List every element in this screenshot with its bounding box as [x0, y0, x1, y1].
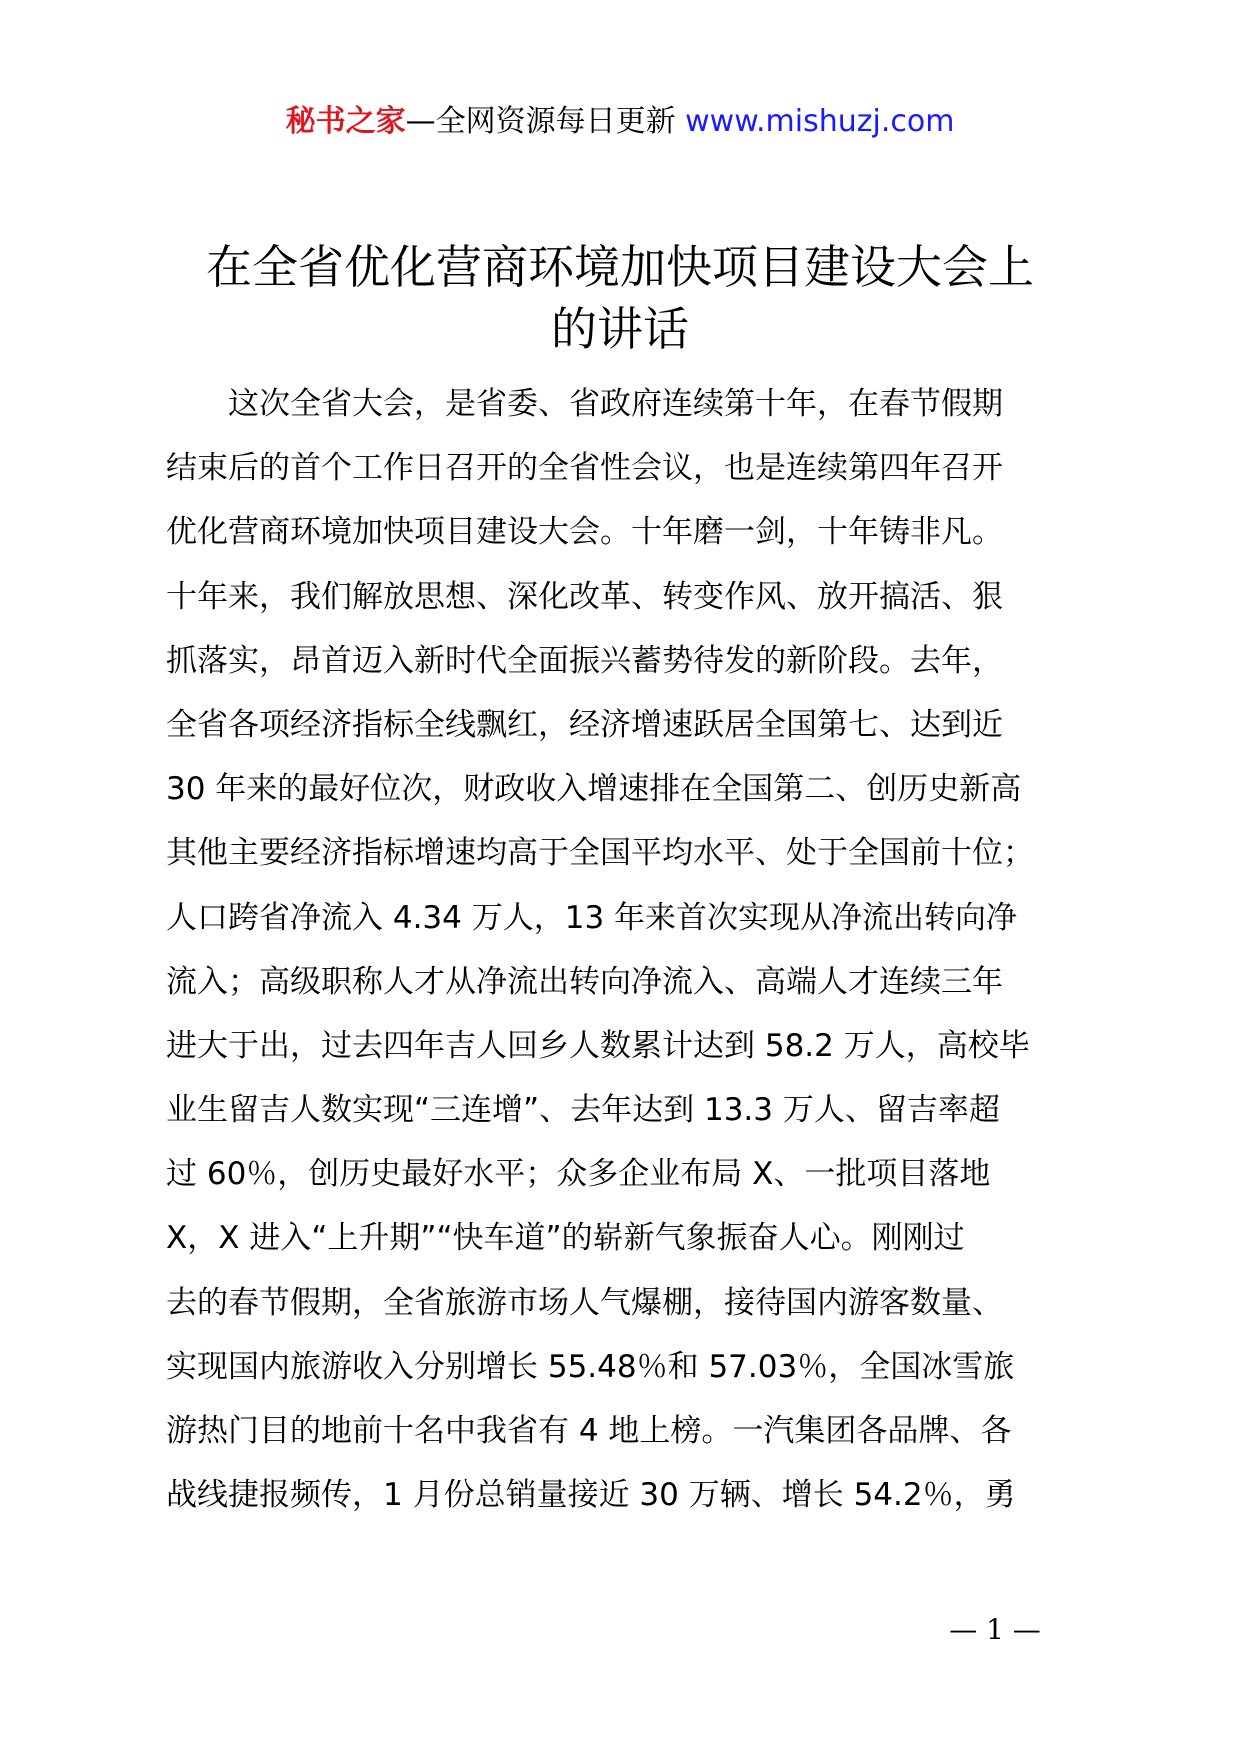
- body-line: X，X 进入“上升期”“快车道”的崭新气象振奋人心。刚刚过: [166, 1220, 965, 1257]
- site-brand: 秘书之家: [285, 104, 406, 139]
- site-slogan: —全网资源每日更新: [405, 104, 676, 139]
- document-body: [166, 372, 1126, 1527]
- body-line: 战线捷报频传，1 月份总销量接近 30 万辆、增长 54.2％，勇: [166, 1477, 1016, 1514]
- body-line: 30 年来的最好位次，财政收入增速排在全国第二、创历史新高: [166, 771, 1022, 808]
- body-line: 去的春节假期，全省旅游市场人气爆棚，接待国内游客数量、: [166, 1284, 1003, 1321]
- body-line: 人口跨省净流入 4.34 万人，13 年来首次实现从净流出转向净: [166, 899, 1018, 936]
- page-number: — 1 —: [949, 1613, 1041, 1646]
- body-line: 业生留吉人数实现“三连增”、去年达到 13.3 万人、留吉率超: [166, 1092, 1000, 1129]
- title-line-2: 的讲话: [551, 302, 689, 356]
- body-line: 流入；高级职称人才从净流出转向净流入、高端人才连续三年: [166, 963, 1003, 1000]
- body-line: 实现国内旅游收入分别增长 55.48％和 57.03％，全国冰雪旅: [166, 1348, 1015, 1385]
- body-line: 游热门目的地前十名中我省有 4 地上榜。一汽集团各品牌、各: [166, 1413, 1012, 1449]
- body-line: 优化营商环境加快项目建设大会。十年磨一剑，十年铸非凡。: [166, 514, 1003, 551]
- body-line: 其他主要经济指标增速均高于全国平均水平、处于全国前十位；: [166, 835, 1034, 872]
- body-line: 抓落实，昂首迈入新时代全面振兴蓄势待发的新阶段。去年，: [166, 642, 1003, 679]
- title-line-1: 在全省优化营商环境加快项目建设大会上: [206, 240, 1034, 294]
- body-line: 这次全省大会，是省委、省政府连续第十年，在春节假期: [166, 386, 1003, 422]
- body-line: 十年来，我们解放思想、深化改革、转变作风、放开搞活、狠: [166, 578, 1003, 615]
- body-line: 过 60％，创历史最好水平；众多企业布局 X、一批项目落地: [166, 1156, 991, 1193]
- body-line: 进大于出，过去四年吉人回乡人数累计达到 58.2 万人，高校毕: [166, 1027, 1030, 1064]
- body-line: 全省各项经济指标全线飘红，经济增速跃居全国第七、达到近: [166, 706, 1003, 743]
- document-title: [0, 236, 1240, 360]
- site-header: [0, 100, 1240, 144]
- body-line: 结束后的首个工作日召开的全省性会议，也是连续第四年召开: [166, 450, 1003, 487]
- site-url-link[interactable]: www.mishuzj.com: [685, 104, 955, 139]
